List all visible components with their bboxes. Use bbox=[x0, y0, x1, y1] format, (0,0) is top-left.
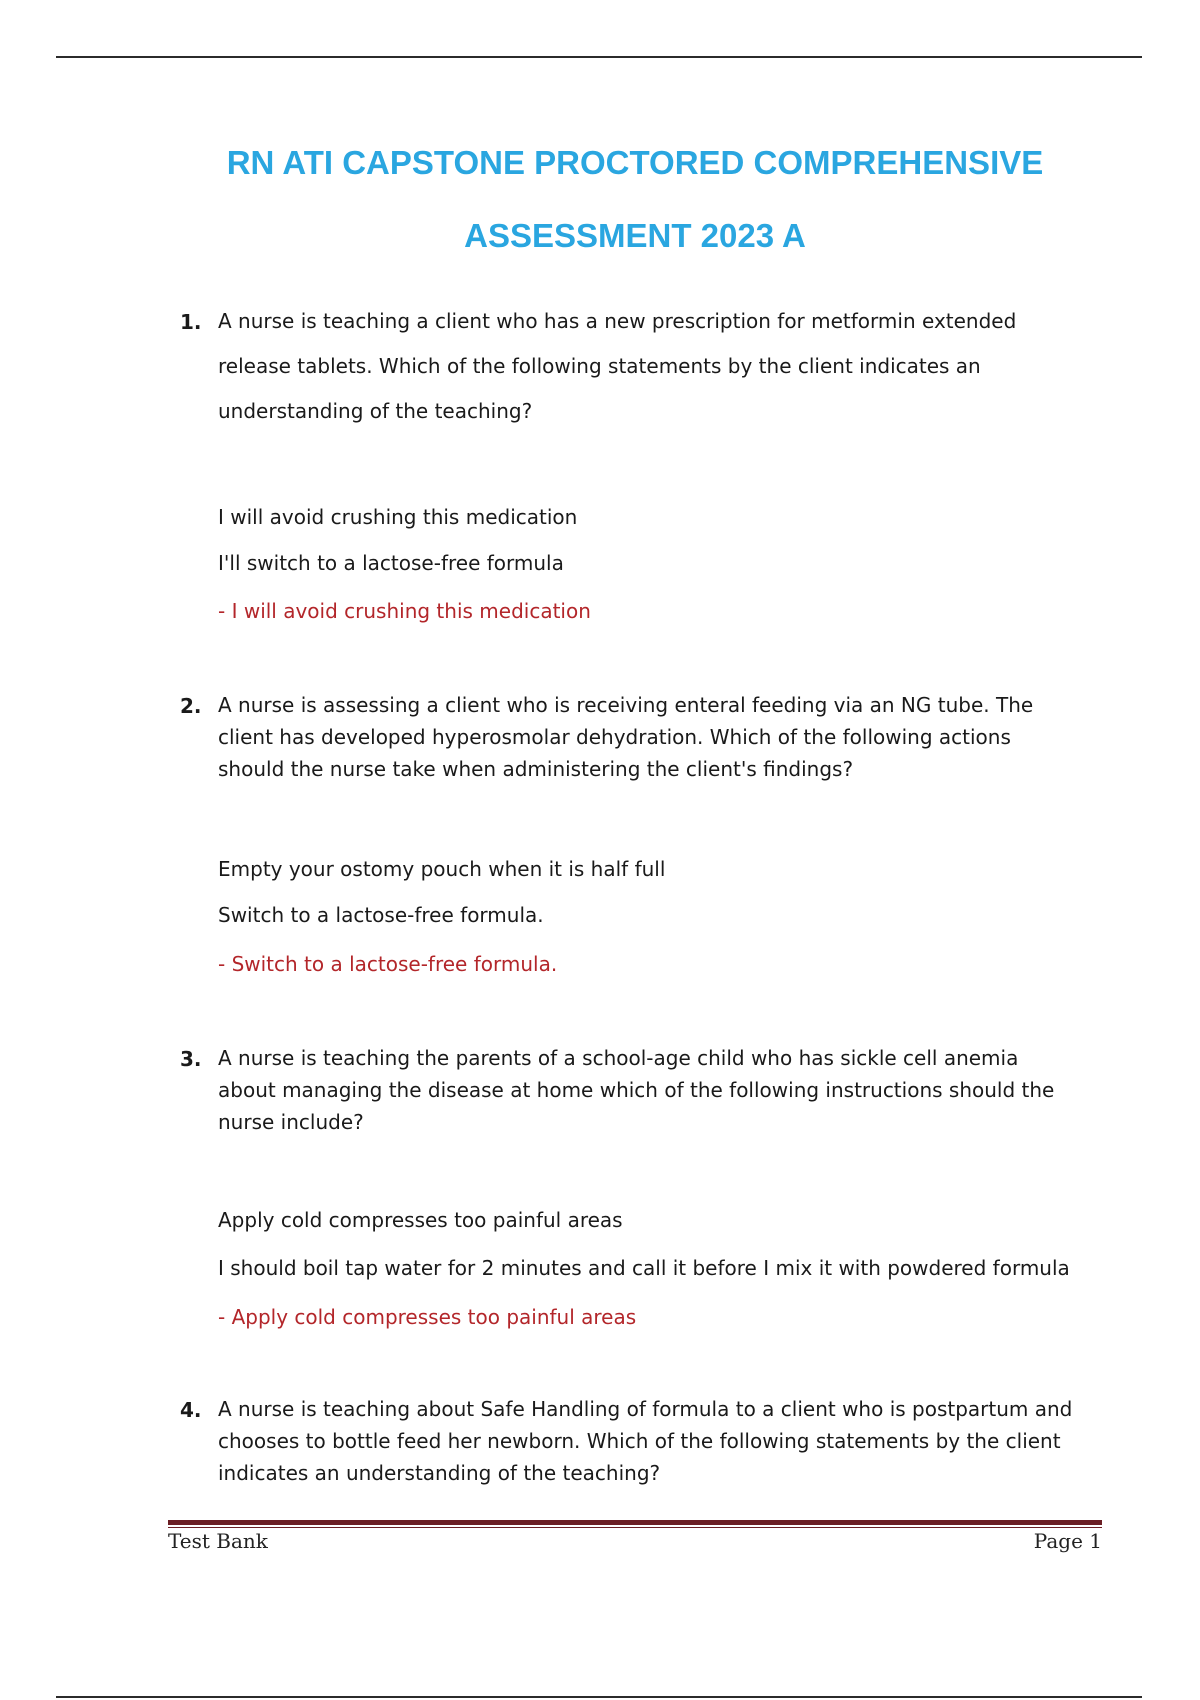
document-title-line-1: RN ATI CAPSTONE PROCTORED COMPREHENSIVE bbox=[226, 144, 1044, 181]
page-number: Page 1 bbox=[1033, 1529, 1102, 1553]
question-text: A nurse is assessing a client who is receiving enteral feeding via an NG tube. The client has developed hyperosmolar dehydration. Which of the following actions should the nurse take when administering the client's findings? bbox=[218, 693, 1034, 781]
question-4 bbox=[180, 1398, 1080, 1489]
page-top-rule bbox=[56, 56, 1142, 58]
option: Switch to a lactose-free formula. bbox=[218, 903, 544, 927]
correct-answer: - Switch to a lactose-free formula. bbox=[218, 952, 558, 976]
option: Apply cold compresses too painful areas bbox=[218, 1208, 623, 1232]
question-2 bbox=[180, 694, 1080, 785]
question-text: A nurse is teaching the parents of a school-age child who has sickle cell anemia about managing the disease at home which of the following instructions should the nurse include? bbox=[218, 1046, 1055, 1134]
page-bottom-rule bbox=[56, 1696, 1142, 1698]
footer-rule bbox=[168, 1520, 1102, 1525]
document-title-line-2: ASSESSMENT 2023 A bbox=[464, 217, 806, 254]
question-3 bbox=[180, 1047, 1080, 1138]
question-text: A nurse is teaching about Safe Handling of formula to a client who is postpartum and chooses to bottle feed her newborn. Which of the following statements by the client indicates an understanding of the teaching? bbox=[218, 1397, 1073, 1485]
question-number: 1. bbox=[180, 310, 202, 334]
question-number: 3. bbox=[180, 1047, 202, 1071]
question-1 bbox=[180, 310, 1080, 434]
question-number: 2. bbox=[180, 694, 202, 718]
correct-answer: - I will avoid crushing this medication bbox=[218, 599, 591, 623]
question-text: A nurse is teaching a client who has a new prescription for metformin extended release tablets. Which of the following statements by the client indicates an understanding of the teaching? bbox=[218, 309, 1017, 423]
option: I will avoid crushing this medication bbox=[218, 505, 578, 529]
correct-answer: - Apply cold compresses too painful areas bbox=[218, 1305, 637, 1329]
question-number: 4. bbox=[180, 1398, 202, 1422]
footer-label: Test Bank bbox=[168, 1529, 268, 1553]
footer-rule-thin bbox=[168, 1527, 1102, 1528]
option: Empty your ostomy pouch when it is half full bbox=[218, 857, 666, 881]
option: I should boil tap water for 2 minutes and call it before I mix it with powdered formula bbox=[218, 1256, 1070, 1280]
option: I'll switch to a lactose-free formula bbox=[218, 551, 564, 575]
